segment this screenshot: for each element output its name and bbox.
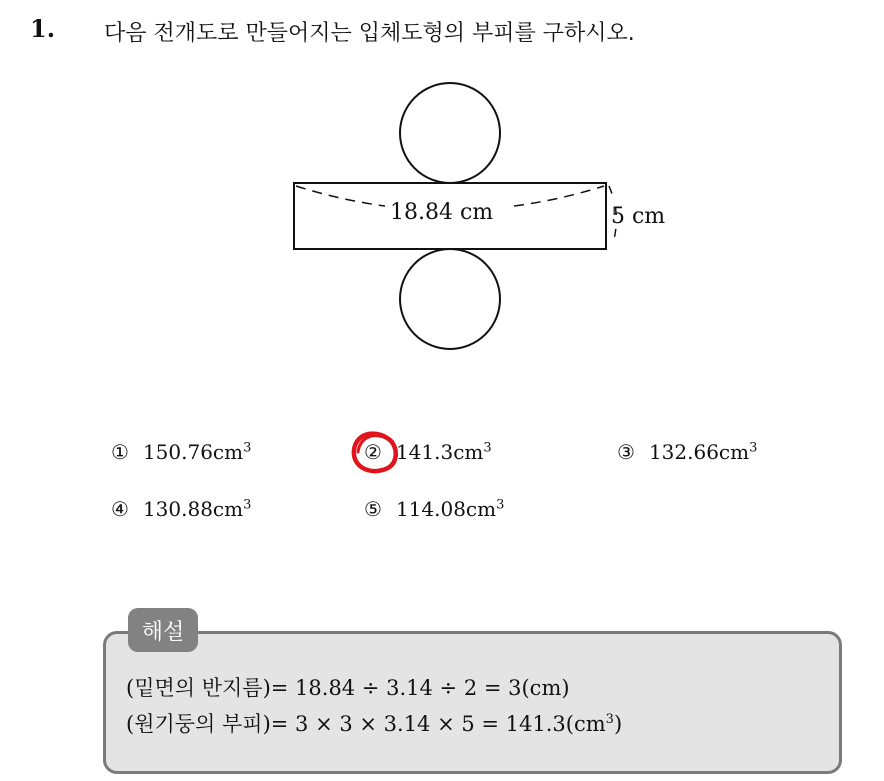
- length-dashed-curve: [296, 186, 385, 206]
- choice-5[interactable]: [364, 497, 504, 521]
- question-number: 1.: [30, 14, 56, 43]
- choice-mark: ③: [617, 440, 635, 464]
- choice-1[interactable]: [111, 440, 251, 464]
- choice-2[interactable]: [364, 440, 492, 464]
- top-base-circle: [400, 83, 500, 183]
- solution-line-1: (밑면의 반지름)= 18.84 ÷ 3.14 ÷ 2 = 3(cm): [126, 676, 570, 700]
- choice-value: $114.08cm^3$: [395, 497, 505, 521]
- choice-value: $132.66cm^3$: [648, 440, 758, 464]
- choice-mark: ②: [364, 440, 382, 464]
- solution-box: [103, 631, 842, 774]
- bottom-base-circle: [400, 249, 500, 349]
- choice-value: $141.3cm^3$: [395, 440, 492, 464]
- length-label: 18.84 cm: [390, 200, 494, 225]
- choice-4[interactable]: [111, 497, 251, 521]
- solution-line-2: (원기둥의 부피)= $3 \times 3 \times 3.14 \times 5 = 141.3(cm^3)$: [126, 712, 623, 736]
- choice-mark: ⑤: [364, 497, 382, 521]
- choice-mark: ①: [111, 440, 129, 464]
- solution-tag: 해설: [128, 608, 198, 652]
- choice-mark: ④: [111, 497, 129, 521]
- choice-value: $150.76cm^3$: [142, 440, 252, 464]
- height-label: 5 cm: [611, 204, 666, 229]
- choice-value: $130.88cm^3$: [142, 497, 252, 521]
- question-text: 다음 전개도로 만들어지는 입체도형의 부피를 구하시오.: [104, 21, 635, 46]
- length-dashed-curve-right: [514, 186, 604, 206]
- choice-3[interactable]: [617, 440, 757, 464]
